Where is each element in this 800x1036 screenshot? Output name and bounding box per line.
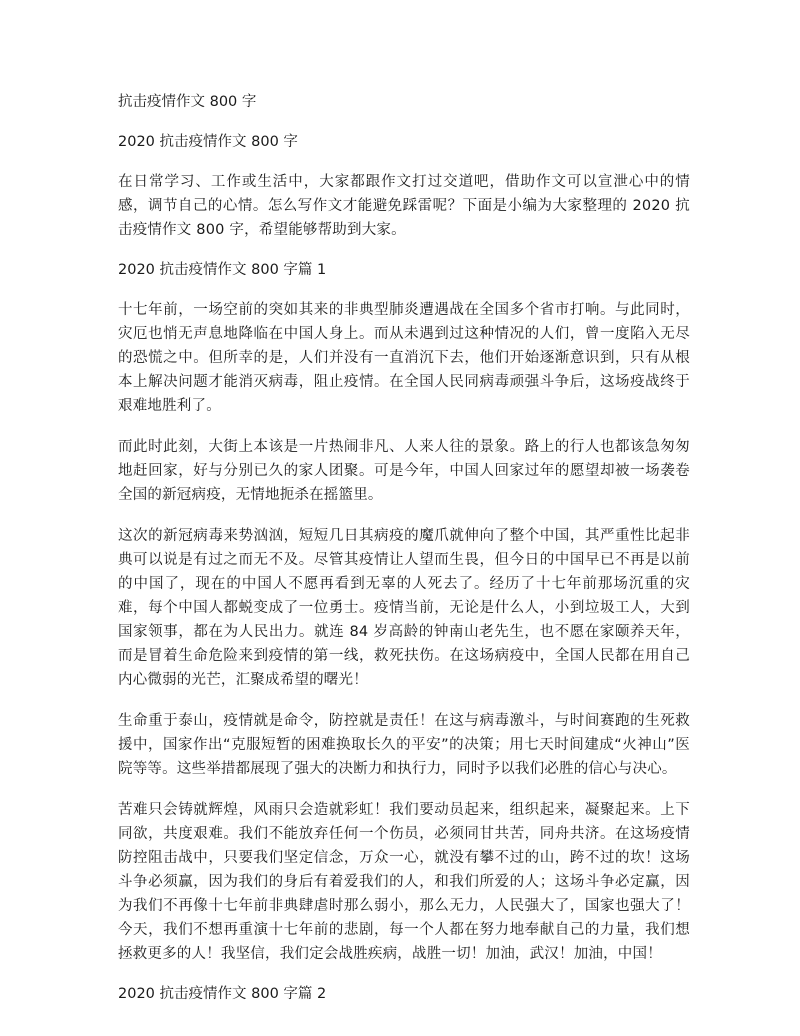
section-1-paragraph-5: 苦难只会铸就辉煌，风雨只会造就彩虹！我们要动员起来，组织起来，凝聚起来。上下同欲，共度艰难。我们不能放弃任何一个伤员，必须同甘共苦，同舟共济。在这场疫情防控阻击战中，只要我们坚定信念，万众一心，就没有攀不过的山，跨不过的坎！这场斗争必须赢，因为我们的身后有着爱我们的人，和我们所爱的人；这场斗争必定赢，因为我们不再像十七年前非典肆虐时那么弱小，那么无力，人民强大了，国家也强大了！今天，我们不想再重演十七年前的悲剧，每一个人都在努力地奉献自己的力量，我们想拯救更多的人！我坚信，我们定会战胜疾病，战胜一切！加油，武汉！加油，中国！	[118, 802, 690, 962]
section-1-paragraph-3: 这次的新冠病毒来势汹汹，短短几日其病疫的魔爪就伸向了整个中国，其严重性比起非典可以说是有过之而无不及。尽管其疫情让人望而生畏，但今日的中国早已不再是以前的中国了，现在的中国人不愿再看到无辜的人死去了。经历了十七年前那场沉重的灾难，每个中国人都蜕变成了一位勇士。疫情当前，无论是什么人，小到垃圾工人，大到国家领事，都在为人民出力。就连 84 岁高龄的钟南山老先生，也不愿在家颐养天年，而是冒着生命危险来到疫情的第一线，救死扶伤。在这场病疫中，全国人民都在用自己内心微弱的光芒，汇聚成希望的曙光！	[118, 528, 690, 688]
intro-paragraph: 在日常学习、工作或生活中，大家都跟作文打过交道吧，借助作文可以宣泄心中的情感，调节自己的心情。怎么写作文才能避免踩雷呢？下面是小编为大家整理的 2020 抗击疫情作文 800 字，希望能够帮助到大家。	[118, 174, 690, 238]
section-1-paragraph-2: 而此时此刻，大街上本该是一片热闹非凡、人来人往的景象。路上的行人也都该急匆匆地赶回家，好与分别已久的家人团聚。可是今年，中国人回家过年的愿望却被一场袭卷全国的新冠病疫，无情地扼杀在摇篮里。	[118, 439, 690, 503]
section-2-title: 2020 抗击疫情作文 800 字篇 2	[118, 986, 327, 1002]
section-1-paragraph-1: 十七年前，一场空前的突如其来的非典型肺炎遭遇战在全国多个省市打响。与此同时，灾厄也悄无声息地降临在中国人身上。而从未遇到过这种情况的人们，曾一度陷入无尽的恐慌之中。但所幸的是，人们并没有一直消沉下去，他们开始逐渐意识到，只有从根本上解决问题才能消灭病毒，阻止疫情。在全国人民同病毒顽强斗争后，这场疫战终于艰难地胜利了。	[118, 302, 690, 414]
document-page	[118, 90, 690, 1006]
section-1-paragraph-4: 生命重于泰山，疫情就是命令，防控就是责任！在这与病毒激斗，与时间赛跑的生死救援中，国家作出“克服短暂的困难换取长久的平安”的决策；用七天时间建成“火神山”医院等等。这些举措都展现了强大的决断力和执行力，同时予以我们必胜的信心与决心。	[118, 713, 690, 777]
document-main-title: 2020 抗击疫情作文 800 字	[118, 134, 298, 150]
section-1-title: 2020 抗击疫情作文 800 字篇 1	[118, 262, 327, 278]
document-top-title: 抗击疫情作文 800 字	[118, 94, 257, 110]
